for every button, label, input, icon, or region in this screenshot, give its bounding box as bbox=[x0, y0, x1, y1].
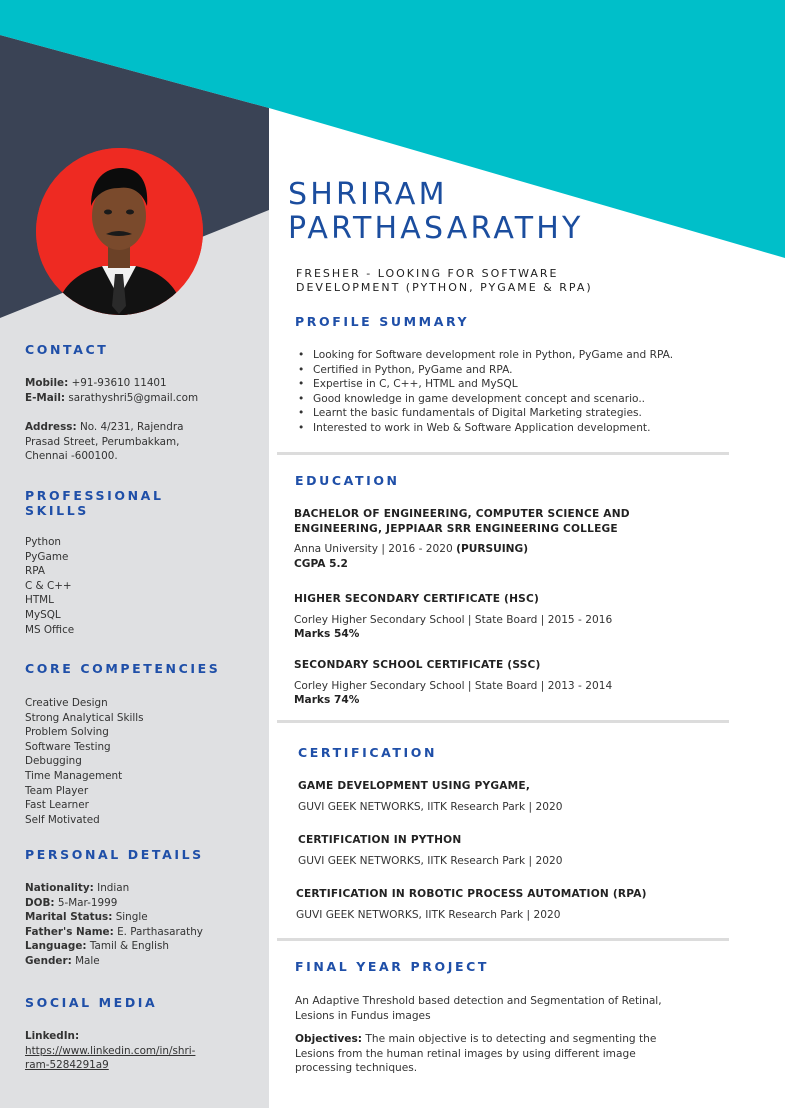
list-item: C & C++ bbox=[25, 579, 72, 592]
list-item: MySQL bbox=[25, 608, 61, 621]
certification-item: GAME DEVELOPMENT USING PYGAME, GUVI GEEK NETWORKS, IITK Research Park | 2020 bbox=[298, 780, 563, 813]
list-item: Fast Learner bbox=[25, 799, 89, 812]
contact-mobile: Mobile: +91-93610 11401 bbox=[25, 377, 167, 389]
certification-item: CERTIFICATION IN ROBOTIC PROCESS AUTOMATION (RPA) GUVI GEEK NETWORKS, IITK Research Park | 2020 bbox=[296, 888, 647, 921]
personal-dob: DOB: 5-Mar-1999 bbox=[25, 896, 118, 909]
list-item: RPA bbox=[25, 565, 45, 578]
list-item: Time Management bbox=[25, 769, 123, 782]
contact-address: Address: No. 4/231, Rajendra Prasad Street, Perumbakkam, Chennai -600100. bbox=[25, 421, 184, 463]
skills-heading: PROFESSIONAL SKILLS bbox=[25, 488, 164, 518]
contact-heading: CONTACT bbox=[25, 342, 109, 357]
profile-photo bbox=[36, 148, 203, 315]
contact-details bbox=[25, 376, 255, 405]
section-divider bbox=[277, 452, 729, 455]
skills-list bbox=[25, 535, 255, 637]
certification-heading: CERTIFICATION bbox=[298, 745, 438, 760]
education-ssc: SECONDARY SCHOOL CERTIFICATE (SSC) Corley Higher Secondary School | State Board | 2013 - 2014 Marks 74% bbox=[294, 659, 613, 707]
certification-item: CERTIFICATION IN PYTHON GUVI GEEK NETWORKS, IITK Research Park | 2020 bbox=[298, 834, 563, 867]
list-item: PyGame bbox=[25, 550, 69, 563]
list-item: • Certified in Python, PyGame and RPA. bbox=[298, 363, 673, 378]
competencies-heading: CORE COMPETENCIES bbox=[25, 661, 221, 676]
social-heading: SOCIAL MEDIA bbox=[25, 995, 158, 1010]
list-item: Problem Solving bbox=[25, 726, 109, 739]
linkedin-link[interactable]: https://www.linkedin.com/in/shri- ram-5284291a9 bbox=[25, 1044, 196, 1072]
candidate-name: SHRIRAM PARTHASARATHY bbox=[288, 177, 584, 246]
list-item: • Good knowledge in game development concept and scenario.. bbox=[298, 392, 673, 407]
competencies-section bbox=[25, 662, 255, 677]
list-item: Team Player bbox=[25, 784, 89, 797]
list-item: Self Motivated bbox=[25, 813, 100, 826]
profile-summary-heading: PROFILE SUMMARY bbox=[295, 314, 470, 329]
list-item: HTML bbox=[25, 594, 54, 607]
education-hsc: HIGHER SECONDARY CERTIFICATE (HSC) Corley Higher Secondary School | State Board | 2015 - 2016 Marks 54% bbox=[294, 593, 613, 641]
skills-section bbox=[25, 489, 255, 518]
list-item: Debugging bbox=[25, 755, 82, 768]
contact-email[interactable]: E-Mail: sarathyshri5@gmail.com bbox=[25, 391, 199, 404]
list-item: • Expertise in C, C++, HTML and MySQL bbox=[298, 377, 673, 392]
profile-summary-list bbox=[298, 348, 673, 436]
list-item: Python bbox=[25, 536, 62, 548]
section-divider bbox=[277, 720, 729, 723]
personal-marital-status: Marital Status: Single bbox=[25, 911, 148, 924]
personal-list bbox=[25, 881, 255, 969]
personal-gender: Gender: Male bbox=[25, 954, 100, 967]
personal-section bbox=[25, 848, 255, 863]
list-item: Software Testing bbox=[25, 740, 111, 753]
person-avatar-icon bbox=[36, 148, 203, 315]
list-item: • Learnt the basic fundamentals of Digital Marketing strategies. bbox=[298, 406, 673, 421]
personal-nationality: Nationality: Indian bbox=[25, 882, 130, 894]
education-be: BACHELOR OF ENGINEERING, COMPUTER SCIENCE AND ENGINEERING, JEPPIAAR SRR ENGINEERING COLLEGE Anna University | 2016 - 2020 (PURSUING) CGPA 5.2 bbox=[294, 508, 630, 570]
sidebar bbox=[0, 0, 269, 1108]
list-item: Creative Design bbox=[25, 697, 108, 709]
list-item: Strong Analytical Skills bbox=[25, 711, 144, 724]
competencies-list bbox=[25, 696, 255, 827]
personal-heading: PERSONAL DETAILS bbox=[25, 847, 204, 862]
linkedin-label: LinkedIn: bbox=[25, 1030, 80, 1042]
candidate-subtitle: FRESHER - LOOKING FOR SOFTWARE DEVELOPMENT (PYTHON, PYGAME & RPA) bbox=[296, 267, 593, 294]
personal-father-name: Father's Name: E. Parthasarathy bbox=[25, 925, 203, 938]
project-heading: FINAL YEAR PROJECT bbox=[295, 959, 489, 974]
social-section bbox=[25, 996, 255, 1011]
personal-language: Language: Tamil & English bbox=[25, 940, 169, 953]
contact-section bbox=[25, 343, 255, 358]
section-divider bbox=[277, 938, 729, 941]
list-item: • Looking for Software development role in Python, PyGame and RPA. bbox=[298, 348, 673, 363]
list-item: • Interested to work in Web & Software Application development. bbox=[298, 421, 673, 436]
list-item: MS Office bbox=[25, 623, 75, 636]
education-heading: EDUCATION bbox=[295, 473, 400, 488]
project-details: An Adaptive Threshold based detection and Segmentation of Retinal, Lesions in Fundus images Objectives: The main objective is to detecting and segmenting the Lesions from the human retinal images by using different image processing techniques. bbox=[295, 995, 662, 1075]
social-links bbox=[25, 1029, 255, 1073]
